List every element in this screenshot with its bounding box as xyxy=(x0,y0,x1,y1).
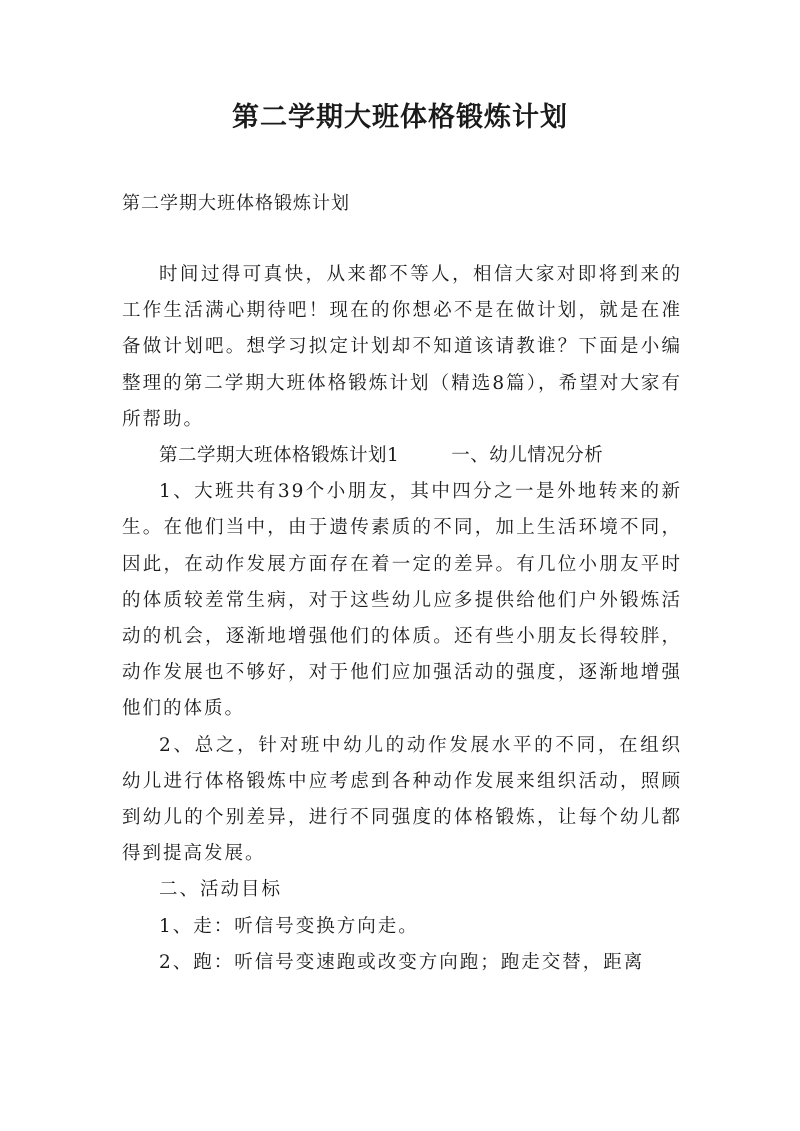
goal-walk: 1、走：听信号变换方向走。 xyxy=(159,915,419,937)
document-title: 第二学期大班体格锻炼计划 xyxy=(232,102,568,133)
document-subtitle: 第二学期大班体格锻炼计划 xyxy=(122,193,350,214)
plan-label: 第二学期大班体格锻炼计划1 xyxy=(159,445,400,467)
intro-paragraph: 时间过得可真快，从来都不等人，相信大家对即将到来的工作生活满心期待吧！现在的你想必不是在做计划，就是在准备做计划吧。想学习拟定计划却不知道该请教谁？下面是小编整理的第二学期大班体格锻炼计划（精选8篇），希望对大家有所帮助。 xyxy=(122,264,682,430)
section-heading-line xyxy=(122,438,682,474)
analysis-paragraph-1: 1、大班共有39个小朋友，其中四分之一是外地转来的新生。在他们当中，由于遗传素质的不同，加上生活环境不同，因此，在动作发展方面存在着一定的差异。有几位小朋友平时的体质较差常生病，对于这些幼儿应多提供给他们户外锻炼活动的机会，逐渐地增强他们的体质。还有些小朋友长得较胖，动作发展也不够好，对于他们应加强活动的强度，逐渐地增强他们的体质。 xyxy=(122,481,682,720)
goals-heading: 二、活动目标 xyxy=(159,879,283,901)
document-body xyxy=(122,257,682,981)
section-label: 一、幼儿情况分析 xyxy=(451,445,604,467)
goal-run: 2、跑：听信号变速跑或改变方向跑；跑走交替，距离 xyxy=(159,951,645,973)
analysis-paragraph-2: 2、总之，针对班中幼儿的动作发展水平的不同，在组织幼儿进行体格锻炼中应考虑到各种动作发展来组织活动，照顾到幼儿的个别差异，进行不同强度的体格锻炼，让每个幼儿都得到提高发展。 xyxy=(122,734,682,865)
